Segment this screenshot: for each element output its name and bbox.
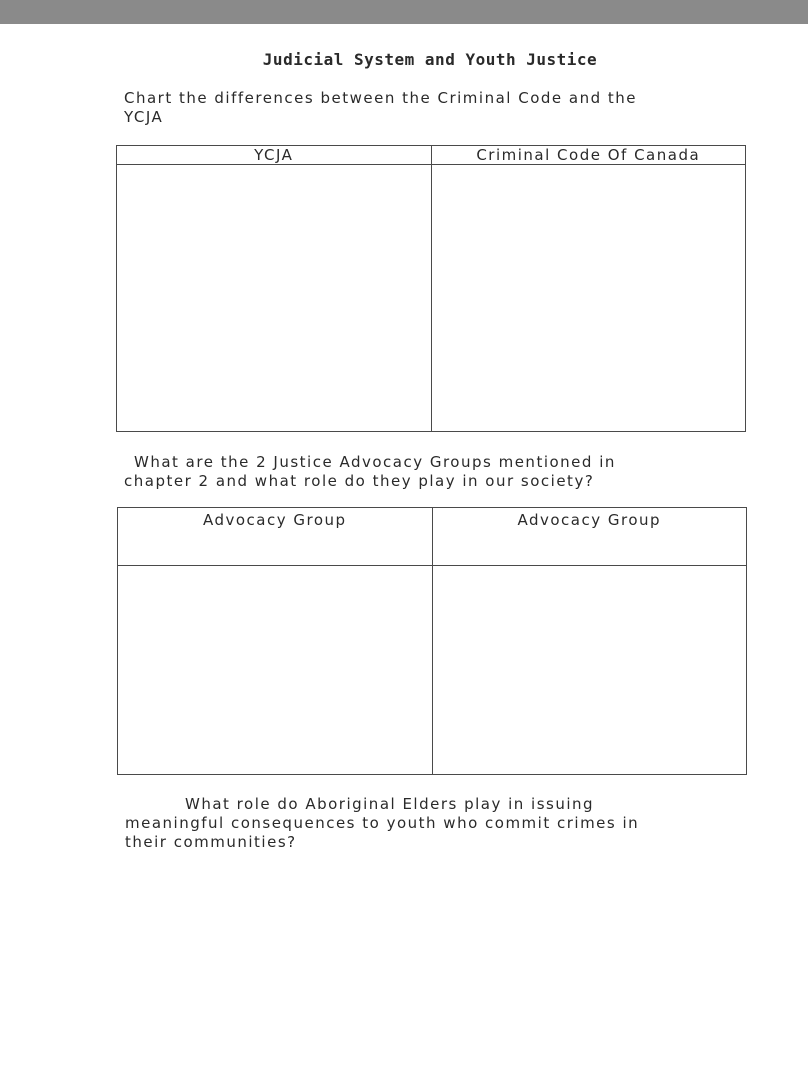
question-3-line-2: meaningful consequences to youth who commit crimes in: [125, 814, 640, 832]
question-1: [124, 89, 724, 127]
question-3-line-3: their communities?: [125, 833, 297, 851]
table-header-advocacy-group-2: Advocacy Group: [432, 508, 747, 566]
question-1-line-1: Chart the differences between the Criminal Code and the: [124, 89, 637, 107]
table-header-ycja: YCJA: [117, 146, 432, 165]
worksheet-page: [0, 24, 808, 1090]
question-3: [125, 795, 745, 852]
question-2-line-2: chapter 2 and what role do they play in our society?: [124, 472, 595, 490]
answer-cell-criminal-code[interactable]: [431, 165, 746, 432]
answer-cell-ycja[interactable]: [117, 165, 432, 432]
table-header-criminal-code: Criminal Code Of Canada: [431, 146, 746, 165]
viewer-top-bar: [0, 0, 808, 24]
question-1-line-2: YCJA: [124, 108, 164, 126]
table-header-advocacy-group-1: Advocacy Group: [118, 508, 433, 566]
question-2: [124, 453, 724, 491]
page-title: Judicial System and Youth Justice: [262, 50, 598, 69]
comparison-table: [116, 145, 746, 432]
answer-cell-advocacy-group-1[interactable]: [118, 566, 433, 775]
answer-cell-advocacy-group-2[interactable]: [432, 566, 747, 775]
advocacy-table: [117, 507, 747, 775]
question-3-line-1: What role do Aboriginal Elders play in issuing: [185, 795, 595, 813]
question-2-line-1: What are the 2 Justice Advocacy Groups mentioned in: [134, 453, 616, 471]
